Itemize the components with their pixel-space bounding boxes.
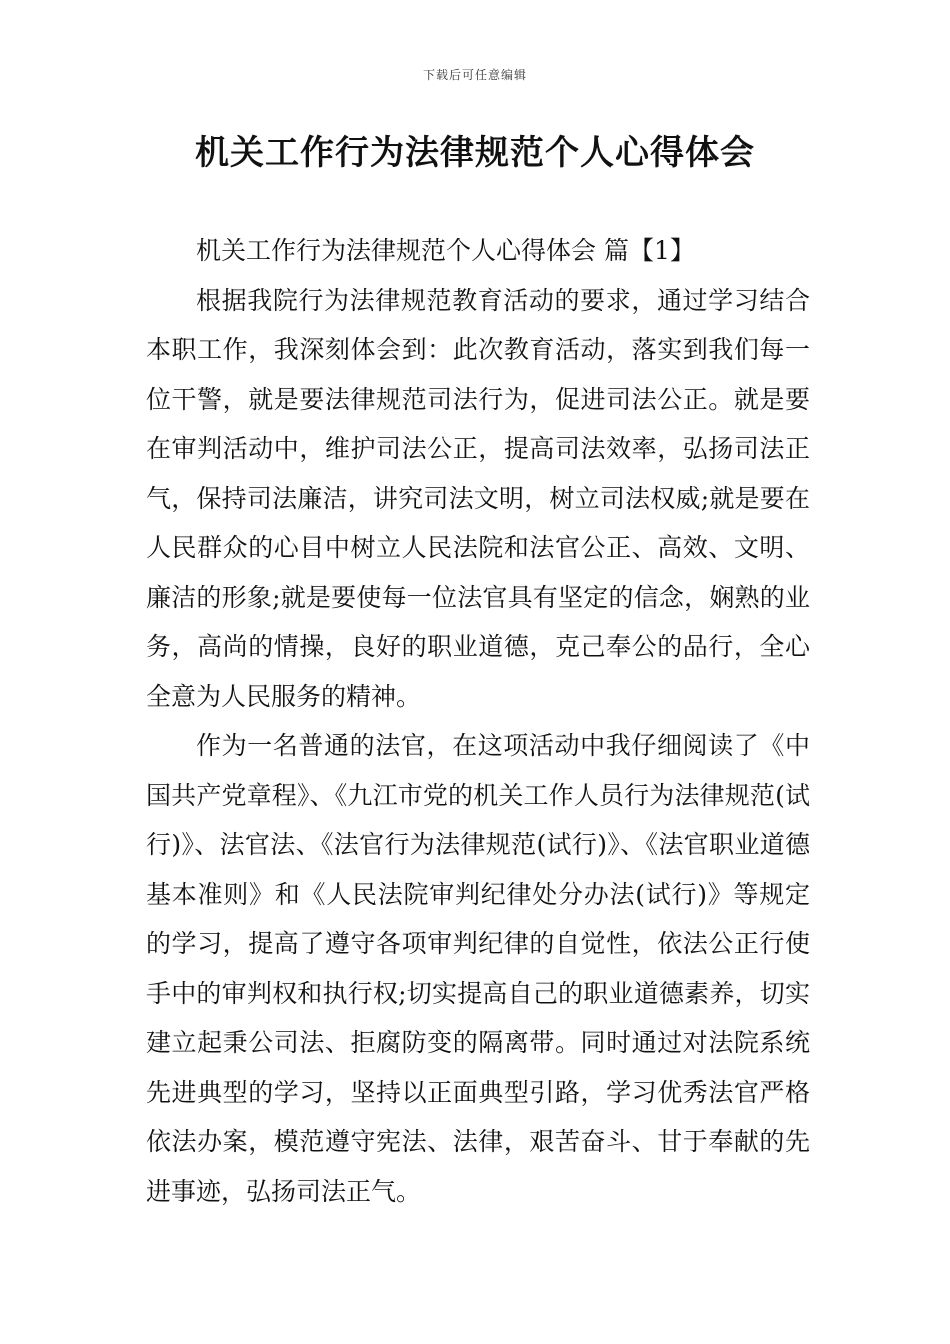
paragraph-2: 作为一名普通的法官，在这项活动中我仔细阅读了《中国共产党章程》、《九江市党的机关工作人员行为法律规范(试行)》、法官法、《法官行为法律规范(试行)》、《法官职业道德基本准则》和《人民法院审判纪律处分办法(试行)》等规定的学习，提高了遵守各项审判纪律的自觉性，依法公正行使手中的审判权和执行权;切实提高自己的职业道德素养，切实建立起秉公司法、拒腐防变的隔离带。同时通过对法院系统先进典型的学习，坚持以正面典型引路，学习优秀法官严格依法办案，模范遵守宪法、法律，艰苦奋斗、甘于奉献的先进事迹，弘扬司法正气。	[146, 731, 810, 1206]
document-body	[146, 226, 810, 1216]
document-title: 机关工作行为法律规范个人心得体会	[195, 133, 755, 173]
paragraph-1: 根据我院行为法律规范教育活动的要求，通过学习结合本职工作，我深刻体会到：此次教育活动，落实到我们每一位干警，就是要法律规范司法行为，促进司法公正。就是要在审判活动中，维护司法公正，提高司法效率，弘扬司法正气，保持司法廉洁，讲究司法文明，树立司法权威;就是要在人民群众的心目中树立人民法院和法官公正、高效、文明、廉洁的形象;就是要使每一位法官具有坚定的信念，娴熟的业务，高尚的情操，良好的职业道德，克己奉公的品行，全心全意为人民服务的精神。	[146, 285, 810, 711]
section-heading: 机关工作行为法律规范个人心得体会 篇【1】	[196, 236, 695, 265]
header-note: 下载后可任意编辑	[422, 68, 527, 82]
